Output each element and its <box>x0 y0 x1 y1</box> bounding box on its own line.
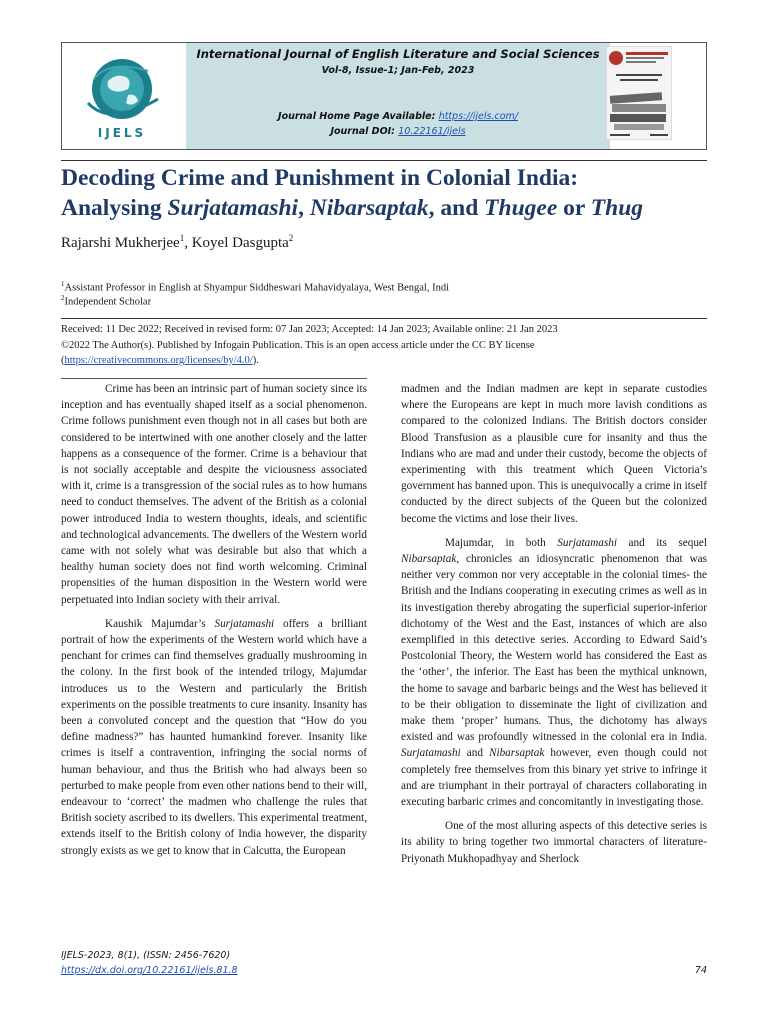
italic-run: Surjatamashi <box>401 747 461 760</box>
received-rule <box>61 318 707 319</box>
paragraph: madmen and the Indian madmen are kept in separate custodies where the Europeans are kept in much more lavish conditions as compared to the colonized Indians. The British doctors consider Blood Transfusion as a plausible cure for insanity and thus the Indians who are mad and under their custody, become the objects of experimenting with this treatment which Queen Victoria’s government has banned upon. This is unequivocally a crime in itself conducted by the direct subjects of the Queen but the colonized become the victims and lose their lives. <box>401 383 707 525</box>
footer-doi-link[interactable]: https://dx.doi.org/10.22161/ijels.81.8 <box>61 965 238 976</box>
paren: ). <box>252 355 259 366</box>
author-name: Rajarshi Mukherjee <box>61 235 180 251</box>
paragraph <box>401 535 707 810</box>
affil-sup: 1 <box>61 280 65 288</box>
title-italic: Nibarsaptak <box>309 195 429 221</box>
affil-text: Independent Scholar <box>64 296 152 308</box>
italic-run: Surjatamashi <box>214 617 275 630</box>
affiliation-2 <box>61 294 151 308</box>
text-run: Majumdar, in both <box>445 536 558 549</box>
title-line-1: Decoding Crime and Punishment in Colonial India: <box>61 165 579 191</box>
title-text: Analysing <box>61 195 168 221</box>
journal-doi-line <box>186 126 610 137</box>
page-number: 74 <box>694 965 707 976</box>
footer-citation: IJELS-2023, 8(1), (ISSN: 2456-7620) <box>61 950 231 961</box>
text-run: and <box>460 747 490 760</box>
header-rule <box>61 160 707 161</box>
author-list <box>61 233 293 252</box>
italic-run: Nibarsaptak <box>401 553 457 566</box>
paragraph <box>61 616 367 859</box>
received-dates: Received: 11 Dec 2022; Received in revised form: 07 Jan 2023; Accepted: 14 Jan 2023; Available online: 21 Jan 2023 <box>61 324 558 335</box>
body-column-left <box>61 381 367 859</box>
title-italic: Surjatamashi <box>167 195 299 221</box>
journal-info-panel <box>186 43 610 149</box>
text-run: Kaushik Majumdar’s <box>105 617 215 630</box>
title-line-2 <box>61 193 711 223</box>
article-history <box>61 322 711 369</box>
article-title <box>61 163 711 223</box>
journal-volume: Vol-8, Issue-1; Jan-Feb, 2023 <box>321 65 475 76</box>
text-run: , chronicles an idiosyncratic phenomenon that was neither very common nor very acceptable in the colonial times- the British and the Indians cooperating in executing crimes as well as in its investigation thereby abrogating the superficial superior-inferior dichotomy of the West and the East, instances of which are also exemplified in this detective series. According to Edward Said’s Postcolonial Theory, the Western world has considered the East as the ‘other’, the inferior. The East has been the mythical unknown, the home to savage and barbaric beings and the West has believed it to be their obligation to disseminate the light of civilization and make them ‘proper’ humans. Thus, the dichotomy has always existed and was profoundly witnessed in the colonial era in India. <box>401 553 707 744</box>
journal-home-line <box>186 111 610 122</box>
title-text: , <box>298 195 310 221</box>
paragraph: Crime has been an intrinsic part of human society since its inception and has eventually shaped itself as a social phenomenon. Crime follows punishment even though not in all cases but both are considered to be intertwined with one another closely and the latter happens as a consequence of the former. Crime is a behaviour that is not socially acceptable and despite the viciousness associated with it, crime is a transgression of the social rules as to how humans need to conduct themselves. The advent of the British as a colonial power introduced India to western thoughts, ideals, and scientific and technological advancements. The dwellers of the Western world came with not solely what was desirable but also that which a healthy human society does not find worth welcoming. Criminal propensities of the human disposition in the Western world were perpetuated into Indian society with their arrival. <box>61 383 367 606</box>
ijels-globe-logo <box>70 51 175 143</box>
paragraph: One of the most alluring aspects of this detective series is its ability to bring together two immortal characters of literature- Priyonath Mukhopadhyay and Sherlock <box>401 820 707 865</box>
affil-text: Assistant Professor in English at Shyampur Siddheswari Mahavidyalaya, West Bengal, Indi <box>64 282 449 294</box>
license-line <box>61 353 711 369</box>
doi-label: Journal DOI: <box>330 126 399 137</box>
italic-run: Surjatamashi <box>557 536 617 549</box>
column-rule <box>61 378 367 379</box>
text-run: however, even though could not completely free themselves from this binary yet strive to infringe it and are triumphant in their portrayal of characters collaborating in executing barbaric crimes and concomitantly in investigating those. <box>401 747 707 809</box>
journal-cover-thumbnail <box>606 46 672 140</box>
affiliation-1 <box>61 280 449 294</box>
author-sup: 2 <box>288 233 294 243</box>
title-text: , and <box>428 195 485 221</box>
copyright-line: ©2022 The Author(s). Published by Infogain Publication. This is an open access article under the CC BY license <box>61 339 535 351</box>
logo-text: IJELS <box>97 126 147 140</box>
author-name: , Koyel Dasgupta <box>184 235 289 251</box>
author-sup: 1 <box>179 233 185 243</box>
italic-run: Nibarsaptak <box>489 747 545 760</box>
paren: ( <box>61 355 65 366</box>
license-link[interactable]: https://creativecommons.org/licenses/by/4.0/ <box>64 355 253 366</box>
doi-link[interactable]: 10.22161/ijels <box>398 126 466 137</box>
home-link[interactable]: https://ijels.com/ <box>438 111 518 122</box>
title-italic: Thug <box>590 195 644 221</box>
text-run: offers a brilliant portrait of how the experiments of the Western world which have a penchant for crimes can find themselves gradually mushrooming in the colony. In the first book of the intended trilogy, Majumdar introduces us to the Western and particularly the British experiments on the possible treatments to cure insanity. Insanity has been a convoluted concept and the question that “How do you define madness?” has haunted humankind forever. Insanity like crimes is itself a contravention, infringing the social norms of human behaviour, and thus the British who had always been so perturbed to make people from even other nations bend to their will, endeavour to ‘correct’ the madmen who challenge the rules that British society ascribed to its dwellers. This experimental treatment, extends itself to the British colony of India however, the disparity strongly exists as we get to know that in Calcutta, the European <box>61 617 367 857</box>
home-label: Journal Home Page Available: <box>278 111 439 122</box>
text-run: and its sequel <box>616 536 707 549</box>
journal-name: International Journal of English Literature and Social Sciences <box>196 47 600 61</box>
title-text: or <box>557 195 591 221</box>
title-italic: Thugee <box>484 195 558 221</box>
affil-sup: 2 <box>61 294 65 302</box>
body-column-right <box>401 381 707 867</box>
